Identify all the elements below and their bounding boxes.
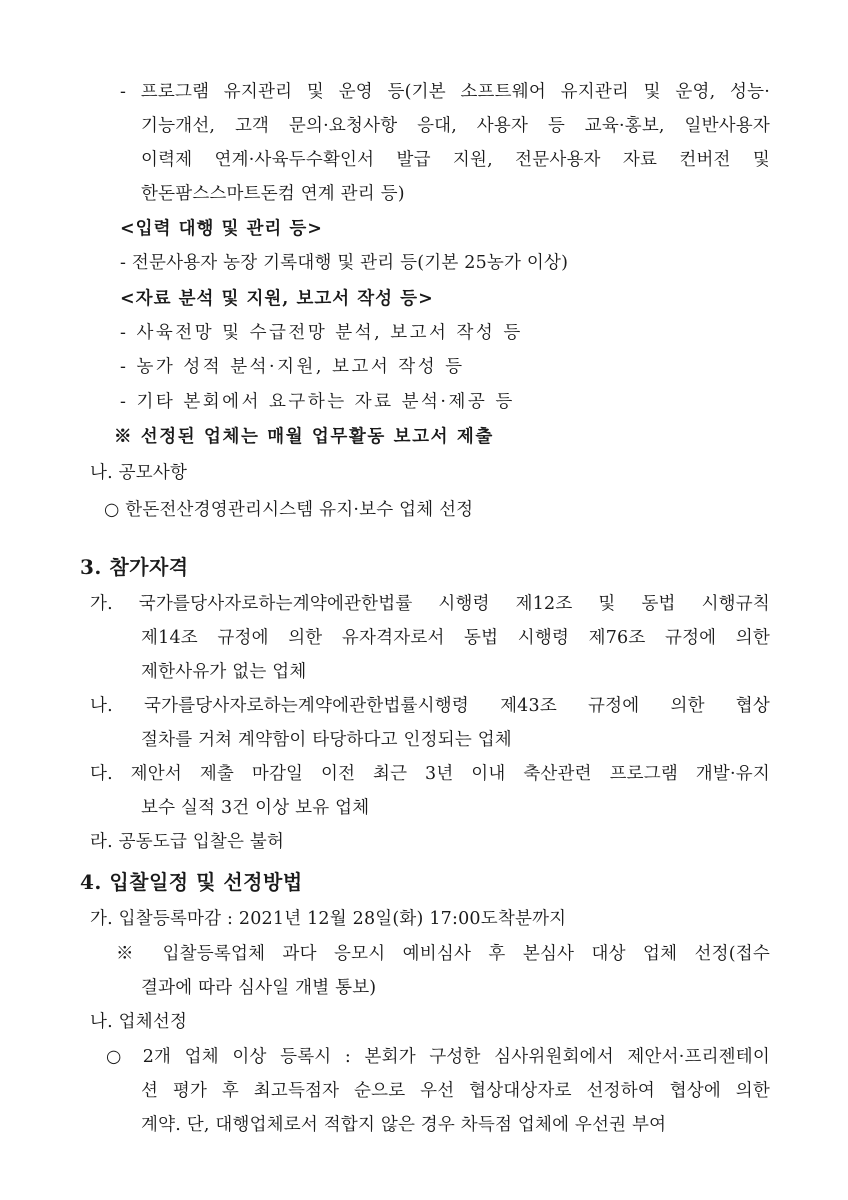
section-3-da-line-1: 다. 제안서 제출 마감일 이전 최근 3년 이내 축산관련 프로그램 개발·유지 (90, 764, 770, 784)
section-3-na-line-1: 나. 국가를당사자로하는계약에관한법률시행령 제43조 규정에 의한 협상 (90, 696, 770, 716)
section-3-ra: 라. 공동도급 입찰은 불허 (90, 832, 285, 852)
program-line-3: 이력제 연계·사육두수확인서 발급 지원, 전문사용자 자료 컨버전 및 (141, 150, 770, 170)
section-4-na-line-3: 계약. 단, 대행업체로서 적합지 않은 경우 차득점 업체에 우선권 부여 (141, 1115, 667, 1135)
section-4-ga: 가. 입찰등록마감 : 2021년 12월 28일(화) 17:00도착분까지 (90, 909, 567, 929)
section-3-da-line-2: 보수 실적 3건 이상 보유 업체 (141, 798, 370, 818)
section-4-note-line-2: 결과에 따라 심사일 개별 통보) (141, 978, 377, 998)
section-3-ga-line-2: 제14조 규정에 의한 유자격자로서 동법 시행령 제76조 규정에 의한 (141, 628, 770, 648)
input-heading: <입력 대행 및 관리 등> (120, 219, 323, 239)
section-b-item: ○ 한돈전산경영관리시스템 유지·보수 업체 선정 (104, 500, 474, 520)
analysis-item-2: - 농가 성적 분석·지원, 보고서 작성 등 (120, 357, 465, 377)
section-3-ga-line-3: 제한사유가 없는 업체 (141, 662, 307, 682)
analysis-heading: <자료 분석 및 지원, 보고서 작성 등> (120, 289, 434, 309)
section-4-na-line-1: ○ 2개 업체 이상 등록시 : 본회가 구성한 심사위원회에서 제안서·프리젠테이 (106, 1047, 770, 1067)
section-4-note-line-1: ※ 입찰등록업체 과다 응모시 예비심사 후 본심사 대상 업체 선정(접수 (116, 944, 770, 964)
program-line-4: 한돈팜스스마트돈컴 연계 관리 등) (141, 184, 405, 204)
analysis-item-3: - 기타 본회에서 요구하는 자료 분석·제공 등 (120, 392, 515, 412)
input-item: - 전문사용자 농장 기록대행 및 관리 등(기본 25농가 이상) (120, 253, 569, 273)
program-line-1: - 프로그램 유지관리 및 운영 등(기본 소프트웨어 유지관리 및 운영, 성능· (120, 82, 770, 102)
analysis-item-1: - 사육전망 및 수급전망 분석, 보고서 작성 등 (120, 323, 523, 343)
section-3-title: 3. 참가자격 (80, 555, 189, 579)
section-3-na-line-2: 절차를 거쳐 계약함이 타당하다고 인정되는 업체 (141, 730, 512, 750)
section-4-na-line-2: 션 평가 후 최고득점자 순으로 우선 협상대상자로 선정하여 협상에 의한 (141, 1081, 770, 1101)
section-3-ga-line-1: 가. 국가를당사자로하는계약에관한법률 시행령 제12조 및 동법 시행규칙 (90, 594, 770, 614)
section-4-title: 4. 입찰일정 및 선정방법 (80, 870, 303, 894)
program-line-2: 기능개선, 고객 문의·요청사항 응대, 사용자 등 교육·홍보, 일반사용자 (141, 116, 770, 136)
section-4-na-title: 나. 업체선정 (90, 1012, 188, 1032)
section-b-title: 나. 공모사항 (90, 463, 188, 483)
report-note: ※ 선정된 업체는 매월 업무활동 보고서 제출 (114, 427, 494, 447)
